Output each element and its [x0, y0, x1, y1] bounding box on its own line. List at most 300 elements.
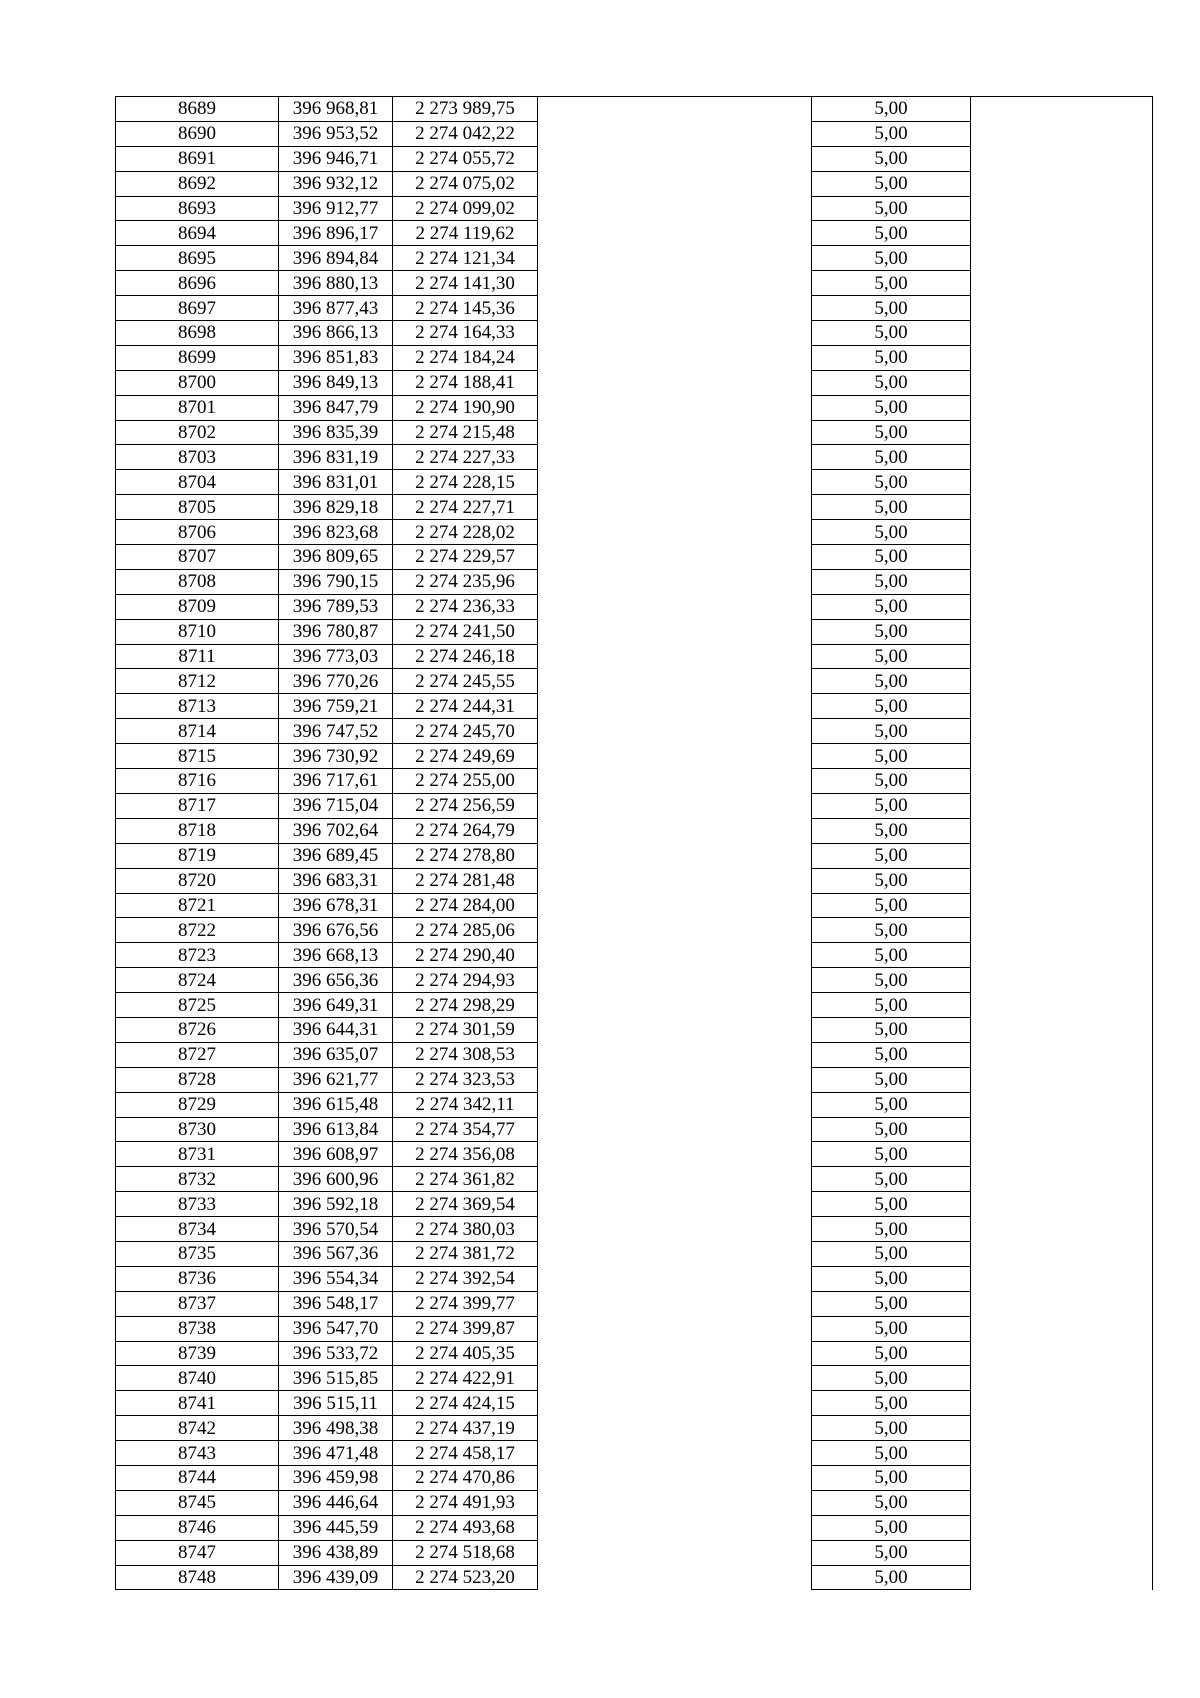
empty-cell	[971, 719, 1153, 744]
empty-cell	[538, 520, 812, 545]
table-row	[116, 619, 1153, 644]
table-row	[116, 196, 1153, 221]
point-number-cell: 8721	[116, 893, 279, 918]
value-cell: 5,00	[812, 1416, 971, 1441]
empty-cell	[538, 395, 812, 420]
y-coordinate-cell: 2 274 215,48	[393, 420, 538, 445]
point-number-cell: 8711	[116, 644, 279, 669]
empty-cell	[971, 793, 1153, 818]
empty-cell	[971, 1042, 1153, 1067]
empty-cell	[538, 644, 812, 669]
empty-cell	[971, 968, 1153, 993]
point-number-cell: 8723	[116, 943, 279, 968]
point-number-cell: 8741	[116, 1391, 279, 1416]
value-cell: 5,00	[812, 545, 971, 570]
empty-cell	[538, 1515, 812, 1540]
point-number-cell: 8728	[116, 1067, 279, 1092]
empty-cell	[538, 719, 812, 744]
y-coordinate-cell: 2 274 075,02	[393, 171, 538, 196]
empty-cell	[971, 97, 1153, 122]
point-number-cell: 8713	[116, 694, 279, 719]
x-coordinate-cell: 396 608,97	[279, 1142, 393, 1167]
point-number-cell: 8738	[116, 1316, 279, 1341]
y-coordinate-cell: 2 274 228,02	[393, 520, 538, 545]
y-coordinate-cell: 2 274 141,30	[393, 271, 538, 296]
table-row	[116, 520, 1153, 545]
empty-cell	[971, 694, 1153, 719]
x-coordinate-cell: 396 912,77	[279, 196, 393, 221]
y-coordinate-cell: 2 274 245,70	[393, 719, 538, 744]
empty-cell	[538, 1241, 812, 1266]
point-number-cell: 8720	[116, 868, 279, 893]
point-number-cell: 8748	[116, 1565, 279, 1590]
empty-cell	[971, 769, 1153, 794]
value-cell: 5,00	[812, 968, 971, 993]
table-row	[116, 918, 1153, 943]
point-number-cell: 8742	[116, 1416, 279, 1441]
empty-cell	[538, 569, 812, 594]
x-coordinate-cell: 396 515,85	[279, 1366, 393, 1391]
point-number-cell: 8710	[116, 619, 279, 644]
x-coordinate-cell: 396 829,18	[279, 495, 393, 520]
empty-cell	[538, 196, 812, 221]
y-coordinate-cell: 2 273 989,75	[393, 97, 538, 122]
value-cell: 5,00	[812, 420, 971, 445]
x-coordinate-cell: 396 567,36	[279, 1241, 393, 1266]
empty-cell	[538, 818, 812, 843]
point-number-cell: 8702	[116, 420, 279, 445]
empty-cell	[971, 1266, 1153, 1291]
table-row	[116, 445, 1153, 470]
empty-cell	[538, 146, 812, 171]
point-number-cell: 8715	[116, 744, 279, 769]
empty-cell	[538, 545, 812, 570]
empty-cell	[538, 1192, 812, 1217]
y-coordinate-cell: 2 274 354,77	[393, 1117, 538, 1142]
empty-cell	[538, 470, 812, 495]
x-coordinate-cell: 396 773,03	[279, 644, 393, 669]
value-cell: 5,00	[812, 1017, 971, 1042]
point-number-cell: 8700	[116, 370, 279, 395]
y-coordinate-cell: 2 274 164,33	[393, 321, 538, 346]
empty-cell	[538, 1067, 812, 1092]
empty-cell	[971, 445, 1153, 470]
point-number-cell: 8695	[116, 246, 279, 271]
point-number-cell: 8697	[116, 296, 279, 321]
point-number-cell: 8730	[116, 1117, 279, 1142]
point-number-cell: 8724	[116, 968, 279, 993]
table-row	[116, 321, 1153, 346]
y-coordinate-cell: 2 274 470,86	[393, 1465, 538, 1490]
empty-cell	[971, 271, 1153, 296]
empty-cell	[538, 345, 812, 370]
empty-cell	[971, 993, 1153, 1018]
empty-cell	[538, 893, 812, 918]
empty-cell	[971, 1092, 1153, 1117]
x-coordinate-cell: 396 635,07	[279, 1042, 393, 1067]
value-cell: 5,00	[812, 694, 971, 719]
empty-cell	[971, 943, 1153, 968]
value-cell: 5,00	[812, 1266, 971, 1291]
y-coordinate-cell: 2 274 249,69	[393, 744, 538, 769]
point-number-cell: 8718	[116, 818, 279, 843]
point-number-cell: 8716	[116, 769, 279, 794]
empty-cell	[971, 619, 1153, 644]
x-coordinate-cell: 396 548,17	[279, 1291, 393, 1316]
empty-cell	[971, 545, 1153, 570]
x-coordinate-cell: 396 849,13	[279, 370, 393, 395]
x-coordinate-cell: 396 880,13	[279, 271, 393, 296]
empty-cell	[538, 1291, 812, 1316]
table-row	[116, 1416, 1153, 1441]
value-cell: 5,00	[812, 171, 971, 196]
point-number-cell: 8726	[116, 1017, 279, 1042]
empty-cell	[971, 918, 1153, 943]
table-row	[116, 1142, 1153, 1167]
y-coordinate-cell: 2 274 491,93	[393, 1490, 538, 1515]
empty-cell	[538, 1366, 812, 1391]
x-coordinate-cell: 396 835,39	[279, 420, 393, 445]
value-cell: 5,00	[812, 1217, 971, 1242]
table-row	[116, 993, 1153, 1018]
table-row	[116, 1366, 1153, 1391]
empty-cell	[971, 1565, 1153, 1590]
empty-cell	[971, 1391, 1153, 1416]
table-row	[116, 694, 1153, 719]
table-row	[116, 1241, 1153, 1266]
value-cell: 5,00	[812, 818, 971, 843]
empty-cell	[971, 1167, 1153, 1192]
point-number-cell: 8729	[116, 1092, 279, 1117]
empty-cell	[971, 196, 1153, 221]
empty-cell	[538, 495, 812, 520]
table-row	[116, 221, 1153, 246]
value-cell: 5,00	[812, 893, 971, 918]
table-row	[116, 943, 1153, 968]
empty-cell	[971, 420, 1153, 445]
x-coordinate-cell: 396 702,64	[279, 818, 393, 843]
x-coordinate-cell: 396 866,13	[279, 321, 393, 346]
point-number-cell: 8701	[116, 395, 279, 420]
y-coordinate-cell: 2 274 523,20	[393, 1565, 538, 1590]
point-number-cell: 8691	[116, 146, 279, 171]
x-coordinate-cell: 396 668,13	[279, 943, 393, 968]
table-row	[116, 1490, 1153, 1515]
table-row	[116, 1391, 1153, 1416]
value-cell: 5,00	[812, 445, 971, 470]
empty-cell	[538, 744, 812, 769]
y-coordinate-cell: 2 274 281,48	[393, 868, 538, 893]
y-coordinate-cell: 2 274 184,24	[393, 345, 538, 370]
empty-cell	[538, 1416, 812, 1441]
table-row	[116, 1341, 1153, 1366]
y-coordinate-cell: 2 274 437,19	[393, 1416, 538, 1441]
point-number-cell: 8732	[116, 1167, 279, 1192]
x-coordinate-cell: 396 498,38	[279, 1416, 393, 1441]
y-coordinate-cell: 2 274 290,40	[393, 943, 538, 968]
y-coordinate-cell: 2 274 245,55	[393, 669, 538, 694]
empty-cell	[538, 1540, 812, 1565]
table-row	[116, 1565, 1153, 1590]
empty-cell	[971, 569, 1153, 594]
x-coordinate-cell: 396 946,71	[279, 146, 393, 171]
empty-cell	[538, 1341, 812, 1366]
y-coordinate-cell: 2 274 301,59	[393, 1017, 538, 1042]
value-cell: 5,00	[812, 1291, 971, 1316]
table-row	[116, 1167, 1153, 1192]
value-cell: 5,00	[812, 121, 971, 146]
x-coordinate-cell: 396 790,15	[279, 569, 393, 594]
point-number-cell: 8743	[116, 1441, 279, 1466]
x-coordinate-cell: 396 471,48	[279, 1441, 393, 1466]
y-coordinate-cell: 2 274 298,29	[393, 993, 538, 1018]
empty-cell	[971, 1515, 1153, 1540]
value-cell: 5,00	[812, 345, 971, 370]
empty-cell	[538, 968, 812, 993]
empty-cell	[971, 818, 1153, 843]
empty-cell	[971, 345, 1153, 370]
x-coordinate-cell: 396 730,92	[279, 744, 393, 769]
empty-cell	[971, 171, 1153, 196]
table-row	[116, 1192, 1153, 1217]
y-coordinate-cell: 2 274 392,54	[393, 1266, 538, 1291]
table-row	[116, 744, 1153, 769]
point-number-cell: 8690	[116, 121, 279, 146]
empty-cell	[538, 321, 812, 346]
x-coordinate-cell: 396 656,36	[279, 968, 393, 993]
point-number-cell: 8709	[116, 594, 279, 619]
empty-cell	[538, 121, 812, 146]
table-row	[116, 769, 1153, 794]
y-coordinate-cell: 2 274 399,87	[393, 1316, 538, 1341]
x-coordinate-cell: 396 439,09	[279, 1565, 393, 1590]
table-row	[116, 1042, 1153, 1067]
point-number-cell: 8699	[116, 345, 279, 370]
table-row	[116, 470, 1153, 495]
y-coordinate-cell: 2 274 145,36	[393, 296, 538, 321]
value-cell: 5,00	[812, 146, 971, 171]
empty-cell	[971, 1366, 1153, 1391]
value-cell: 5,00	[812, 868, 971, 893]
value-cell: 5,00	[812, 744, 971, 769]
empty-cell	[538, 271, 812, 296]
empty-cell	[538, 296, 812, 321]
value-cell: 5,00	[812, 495, 971, 520]
empty-cell	[538, 1266, 812, 1291]
y-coordinate-cell: 2 274 518,68	[393, 1540, 538, 1565]
table-row	[116, 569, 1153, 594]
empty-cell	[971, 1540, 1153, 1565]
value-cell: 5,00	[812, 918, 971, 943]
value-cell: 5,00	[812, 196, 971, 221]
value-cell: 5,00	[812, 619, 971, 644]
point-number-cell: 8717	[116, 793, 279, 818]
empty-cell	[971, 644, 1153, 669]
y-coordinate-cell: 2 274 278,80	[393, 843, 538, 868]
empty-cell	[971, 146, 1153, 171]
x-coordinate-cell: 396 683,31	[279, 868, 393, 893]
value-cell: 5,00	[812, 594, 971, 619]
empty-cell	[538, 594, 812, 619]
x-coordinate-cell: 396 613,84	[279, 1117, 393, 1142]
y-coordinate-cell: 2 274 422,91	[393, 1366, 538, 1391]
point-number-cell: 8734	[116, 1217, 279, 1242]
point-number-cell: 8727	[116, 1042, 279, 1067]
x-coordinate-cell: 396 592,18	[279, 1192, 393, 1217]
empty-cell	[538, 221, 812, 246]
y-coordinate-cell: 2 274 188,41	[393, 370, 538, 395]
value-cell: 5,00	[812, 1391, 971, 1416]
value-cell: 5,00	[812, 321, 971, 346]
x-coordinate-cell: 396 877,43	[279, 296, 393, 321]
x-coordinate-cell: 396 554,34	[279, 1266, 393, 1291]
x-coordinate-cell: 396 676,56	[279, 918, 393, 943]
value-cell: 5,00	[812, 97, 971, 122]
table-row	[116, 395, 1153, 420]
empty-cell	[538, 445, 812, 470]
value-cell: 5,00	[812, 669, 971, 694]
y-coordinate-cell: 2 274 405,35	[393, 1341, 538, 1366]
x-coordinate-cell: 396 621,77	[279, 1067, 393, 1092]
table-row	[116, 1441, 1153, 1466]
value-cell: 5,00	[812, 1117, 971, 1142]
y-coordinate-cell: 2 274 227,33	[393, 445, 538, 470]
empty-cell	[538, 943, 812, 968]
table-row	[116, 968, 1153, 993]
table-row	[116, 1217, 1153, 1242]
point-number-cell: 8693	[116, 196, 279, 221]
table-row	[116, 1067, 1153, 1092]
value-cell: 5,00	[812, 993, 971, 1018]
x-coordinate-cell: 396 649,31	[279, 993, 393, 1018]
x-coordinate-cell: 396 770,26	[279, 669, 393, 694]
x-coordinate-cell: 396 747,52	[279, 719, 393, 744]
y-coordinate-cell: 2 274 055,72	[393, 146, 538, 171]
empty-cell	[538, 1441, 812, 1466]
x-coordinate-cell: 396 851,83	[279, 345, 393, 370]
value-cell: 5,00	[812, 520, 971, 545]
point-number-cell: 8704	[116, 470, 279, 495]
point-number-cell: 8707	[116, 545, 279, 570]
x-coordinate-cell: 396 789,53	[279, 594, 393, 619]
table-row	[116, 1316, 1153, 1341]
point-number-cell: 8725	[116, 993, 279, 1018]
point-number-cell: 8735	[116, 1241, 279, 1266]
value-cell: 5,00	[812, 1565, 971, 1590]
empty-cell	[971, 1341, 1153, 1366]
empty-cell	[971, 1291, 1153, 1316]
x-coordinate-cell: 396 823,68	[279, 520, 393, 545]
x-coordinate-cell: 396 515,11	[279, 1391, 393, 1416]
y-coordinate-cell: 2 274 042,22	[393, 121, 538, 146]
x-coordinate-cell: 396 438,89	[279, 1540, 393, 1565]
empty-cell	[538, 918, 812, 943]
coordinates-table	[115, 96, 1153, 1590]
x-coordinate-cell: 396 932,12	[279, 171, 393, 196]
value-cell: 5,00	[812, 470, 971, 495]
x-coordinate-cell: 396 847,79	[279, 395, 393, 420]
x-coordinate-cell: 396 678,31	[279, 893, 393, 918]
value-cell: 5,00	[812, 395, 971, 420]
empty-cell	[971, 246, 1153, 271]
empty-cell	[538, 1117, 812, 1142]
x-coordinate-cell: 396 896,17	[279, 221, 393, 246]
value-cell: 5,00	[812, 271, 971, 296]
y-coordinate-cell: 2 274 228,15	[393, 470, 538, 495]
value-cell: 5,00	[812, 1241, 971, 1266]
empty-cell	[971, 1192, 1153, 1217]
y-coordinate-cell: 2 274 361,82	[393, 1167, 538, 1192]
y-coordinate-cell: 2 274 241,50	[393, 619, 538, 644]
empty-cell	[971, 594, 1153, 619]
table-row	[116, 1117, 1153, 1142]
table-row	[116, 171, 1153, 196]
table-body	[116, 97, 1153, 1590]
x-coordinate-cell: 396 445,59	[279, 1515, 393, 1540]
point-number-cell: 8708	[116, 569, 279, 594]
point-number-cell: 8739	[116, 1341, 279, 1366]
empty-cell	[971, 221, 1153, 246]
empty-cell	[971, 121, 1153, 146]
x-coordinate-cell: 396 689,45	[279, 843, 393, 868]
point-number-cell: 8736	[116, 1266, 279, 1291]
empty-cell	[971, 843, 1153, 868]
point-number-cell: 8731	[116, 1142, 279, 1167]
point-number-cell: 8714	[116, 719, 279, 744]
empty-cell	[971, 520, 1153, 545]
point-number-cell: 8733	[116, 1192, 279, 1217]
value-cell: 5,00	[812, 1092, 971, 1117]
table-row	[116, 1465, 1153, 1490]
point-number-cell: 8712	[116, 669, 279, 694]
empty-cell	[538, 246, 812, 271]
empty-cell	[971, 1316, 1153, 1341]
y-coordinate-cell: 2 274 099,02	[393, 196, 538, 221]
empty-cell	[971, 321, 1153, 346]
value-cell: 5,00	[812, 1067, 971, 1092]
x-coordinate-cell: 396 570,54	[279, 1217, 393, 1242]
empty-cell	[538, 769, 812, 794]
point-number-cell: 8744	[116, 1465, 279, 1490]
empty-cell	[971, 893, 1153, 918]
table-row	[116, 893, 1153, 918]
empty-cell	[538, 1092, 812, 1117]
x-coordinate-cell: 396 600,96	[279, 1167, 393, 1192]
value-cell: 5,00	[812, 719, 971, 744]
y-coordinate-cell: 2 274 380,03	[393, 1217, 538, 1242]
empty-cell	[971, 470, 1153, 495]
value-cell: 5,00	[812, 1341, 971, 1366]
table-row	[116, 719, 1153, 744]
table-row	[116, 1291, 1153, 1316]
value-cell: 5,00	[812, 1366, 971, 1391]
empty-cell	[971, 1416, 1153, 1441]
empty-cell	[538, 793, 812, 818]
table-row	[116, 594, 1153, 619]
value-cell: 5,00	[812, 370, 971, 395]
empty-cell	[538, 1490, 812, 1515]
y-coordinate-cell: 2 274 493,68	[393, 1515, 538, 1540]
empty-cell	[538, 619, 812, 644]
value-cell: 5,00	[812, 793, 971, 818]
empty-cell	[538, 1142, 812, 1167]
table-row	[116, 644, 1153, 669]
value-cell: 5,00	[812, 1490, 971, 1515]
empty-cell	[538, 843, 812, 868]
x-coordinate-cell: 396 715,04	[279, 793, 393, 818]
y-coordinate-cell: 2 274 308,53	[393, 1042, 538, 1067]
x-coordinate-cell: 396 953,52	[279, 121, 393, 146]
